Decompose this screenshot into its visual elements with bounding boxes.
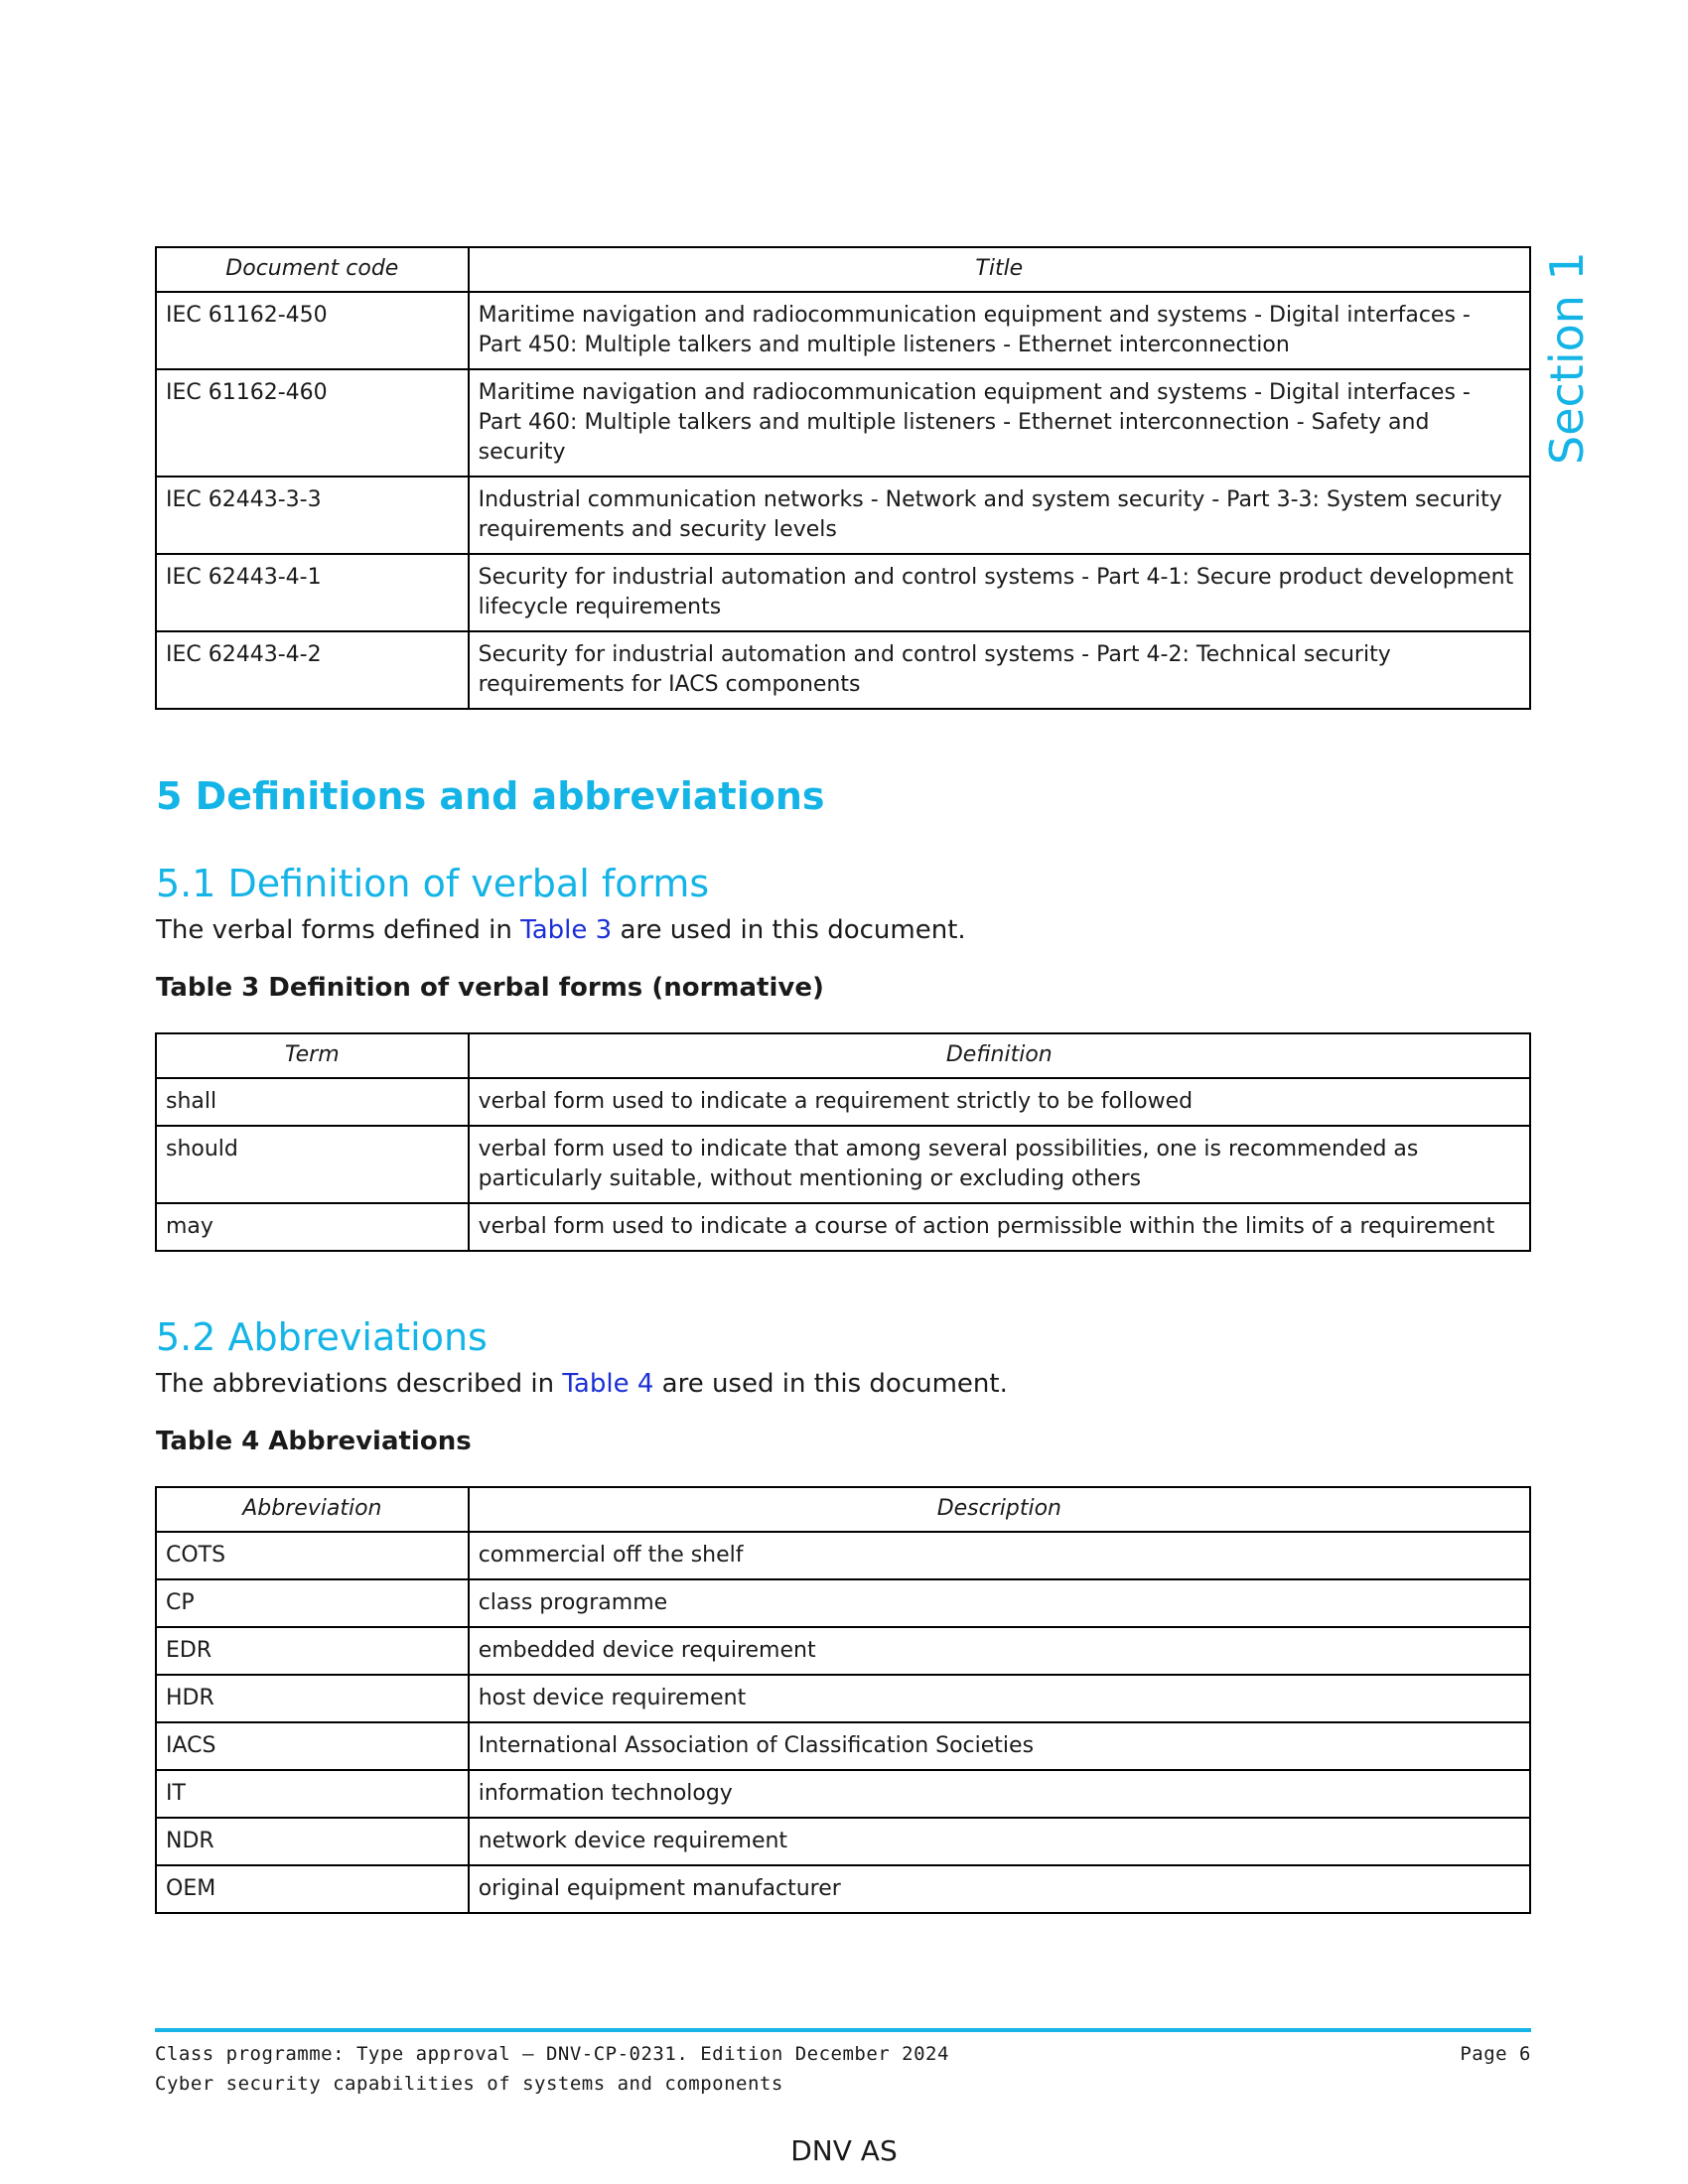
abbreviation-cell: HDR [156, 1675, 469, 1722]
table-row [156, 292, 1530, 369]
column-header-title: Title [469, 247, 1530, 292]
verbal-forms-table [155, 1032, 1531, 1252]
table-row [156, 477, 1530, 554]
document-title-cell: Security for industrial automation and control systems - Part 4-2: Technical security requirements for IACS components [469, 631, 1530, 709]
table-row [156, 369, 1530, 477]
abbreviations-table [155, 1486, 1531, 1914]
table-row [156, 631, 1530, 709]
abbreviation-cell: IACS [156, 1722, 469, 1770]
document-code-cell: IEC 62443-4-1 [156, 554, 469, 631]
table-row [156, 1078, 1530, 1126]
table-row [156, 1675, 1530, 1722]
section-side-tab: Section 1 [1540, 251, 1594, 465]
definition-cell: verbal form used to indicate that among several possibilities, one is recommended as particularly suitable, without mentioning or excluding others [469, 1126, 1530, 1203]
abbreviation-cell: CP [156, 1579, 469, 1627]
column-header-document-code: Document code [156, 247, 469, 292]
section-5-2-heading: 5.2 Abbreviations [156, 1315, 488, 1359]
definition-cell: verbal form used to indicate a course of action permissible within the limits of a requirement [469, 1203, 1530, 1251]
document-code-cell: IEC 62443-3-3 [156, 477, 469, 554]
table-header-row [156, 247, 1530, 292]
table-header-row [156, 1033, 1530, 1078]
table-row [156, 1818, 1530, 1865]
document-title-cell: Industrial communication networks - Network and system security - Part 3-3: System security requirements and security levels [469, 477, 1530, 554]
column-header-description: Description [469, 1487, 1530, 1532]
publisher-name: DNV AS [790, 2134, 898, 2167]
description-cell: network device requirement [469, 1818, 1530, 1865]
abbreviation-cell: COTS [156, 1532, 469, 1579]
document-code-cell: IEC 62443-4-2 [156, 631, 469, 709]
footer-document-line: Class programme: Type approval — DNV-CP-0231. Edition December 2024 [155, 2043, 949, 2065]
column-header-abbreviation: Abbreviation [156, 1487, 469, 1532]
footer-title-line: Cyber security capabilities of systems and components [155, 2073, 783, 2095]
term-cell: may [156, 1203, 469, 1251]
reference-documents-table [155, 246, 1531, 710]
description-cell: embedded device requirement [469, 1627, 1530, 1675]
abbreviation-cell: OEM [156, 1865, 469, 1913]
section-5-2-intro [156, 1369, 1008, 1399]
intro-text: are used in this document. [612, 915, 966, 945]
document-title-cell: Maritime navigation and radiocommunication equipment and systems - Digital interfaces - Part 450: Multiple talkers and multiple listeners - Ethernet interconnection [469, 292, 1530, 369]
description-cell: class programme [469, 1579, 1530, 1627]
abbreviation-cell: EDR [156, 1627, 469, 1675]
column-header-term: Term [156, 1033, 469, 1078]
term-cell: should [156, 1126, 469, 1203]
page-number: Page 6 [1460, 2043, 1531, 2065]
description-cell: original equipment manufacturer [469, 1865, 1530, 1913]
intro-text: are used in this document. [653, 1369, 1008, 1399]
document-title-cell: Security for industrial automation and control systems - Part 4-1: Secure product development lifecycle requirements [469, 554, 1530, 631]
table-4-caption: Table 4 Abbreviations [156, 1427, 472, 1456]
table-row [156, 1532, 1530, 1579]
section-5-heading: 5 Definitions and abbreviations [156, 774, 825, 818]
table-row [156, 1627, 1530, 1675]
table-row [156, 1126, 1530, 1203]
abbreviation-cell: IT [156, 1770, 469, 1818]
description-cell: information technology [469, 1770, 1530, 1818]
definition-cell: verbal form used to indicate a requirement strictly to be followed [469, 1078, 1530, 1126]
document-code-cell: IEC 61162-450 [156, 292, 469, 369]
table-row [156, 1579, 1530, 1627]
term-cell: shall [156, 1078, 469, 1126]
description-cell: host device requirement [469, 1675, 1530, 1722]
footer-divider [155, 2028, 1531, 2032]
intro-text: The abbreviations described in [156, 1369, 563, 1399]
document-title-cell: Maritime navigation and radiocommunication equipment and systems - Digital interfaces - Part 460: Multiple talkers and multiple listeners - Ethernet interconnection - Safety and security [469, 369, 1530, 477]
section-5-1-intro [156, 915, 966, 945]
description-cell: International Association of Classification Societies [469, 1722, 1530, 1770]
table-row [156, 1203, 1530, 1251]
table-row [156, 1722, 1530, 1770]
abbreviation-cell: NDR [156, 1818, 469, 1865]
description-cell: commercial off the shelf [469, 1532, 1530, 1579]
table-row [156, 1865, 1530, 1913]
document-code-cell: IEC 61162-460 [156, 369, 469, 477]
table-row [156, 1770, 1530, 1818]
intro-text: The verbal forms defined in [156, 915, 521, 945]
table-3-caption: Table 3 Definition of verbal forms (normative) [156, 973, 824, 1003]
column-header-definition: Definition [469, 1033, 1530, 1078]
table-4-link[interactable]: Table 4 [562, 1369, 654, 1399]
table-3-link[interactable]: Table 3 [520, 915, 613, 945]
table-row [156, 554, 1530, 631]
section-5-1-heading: 5.1 Definition of verbal forms [156, 862, 710, 905]
table-header-row [156, 1487, 1530, 1532]
